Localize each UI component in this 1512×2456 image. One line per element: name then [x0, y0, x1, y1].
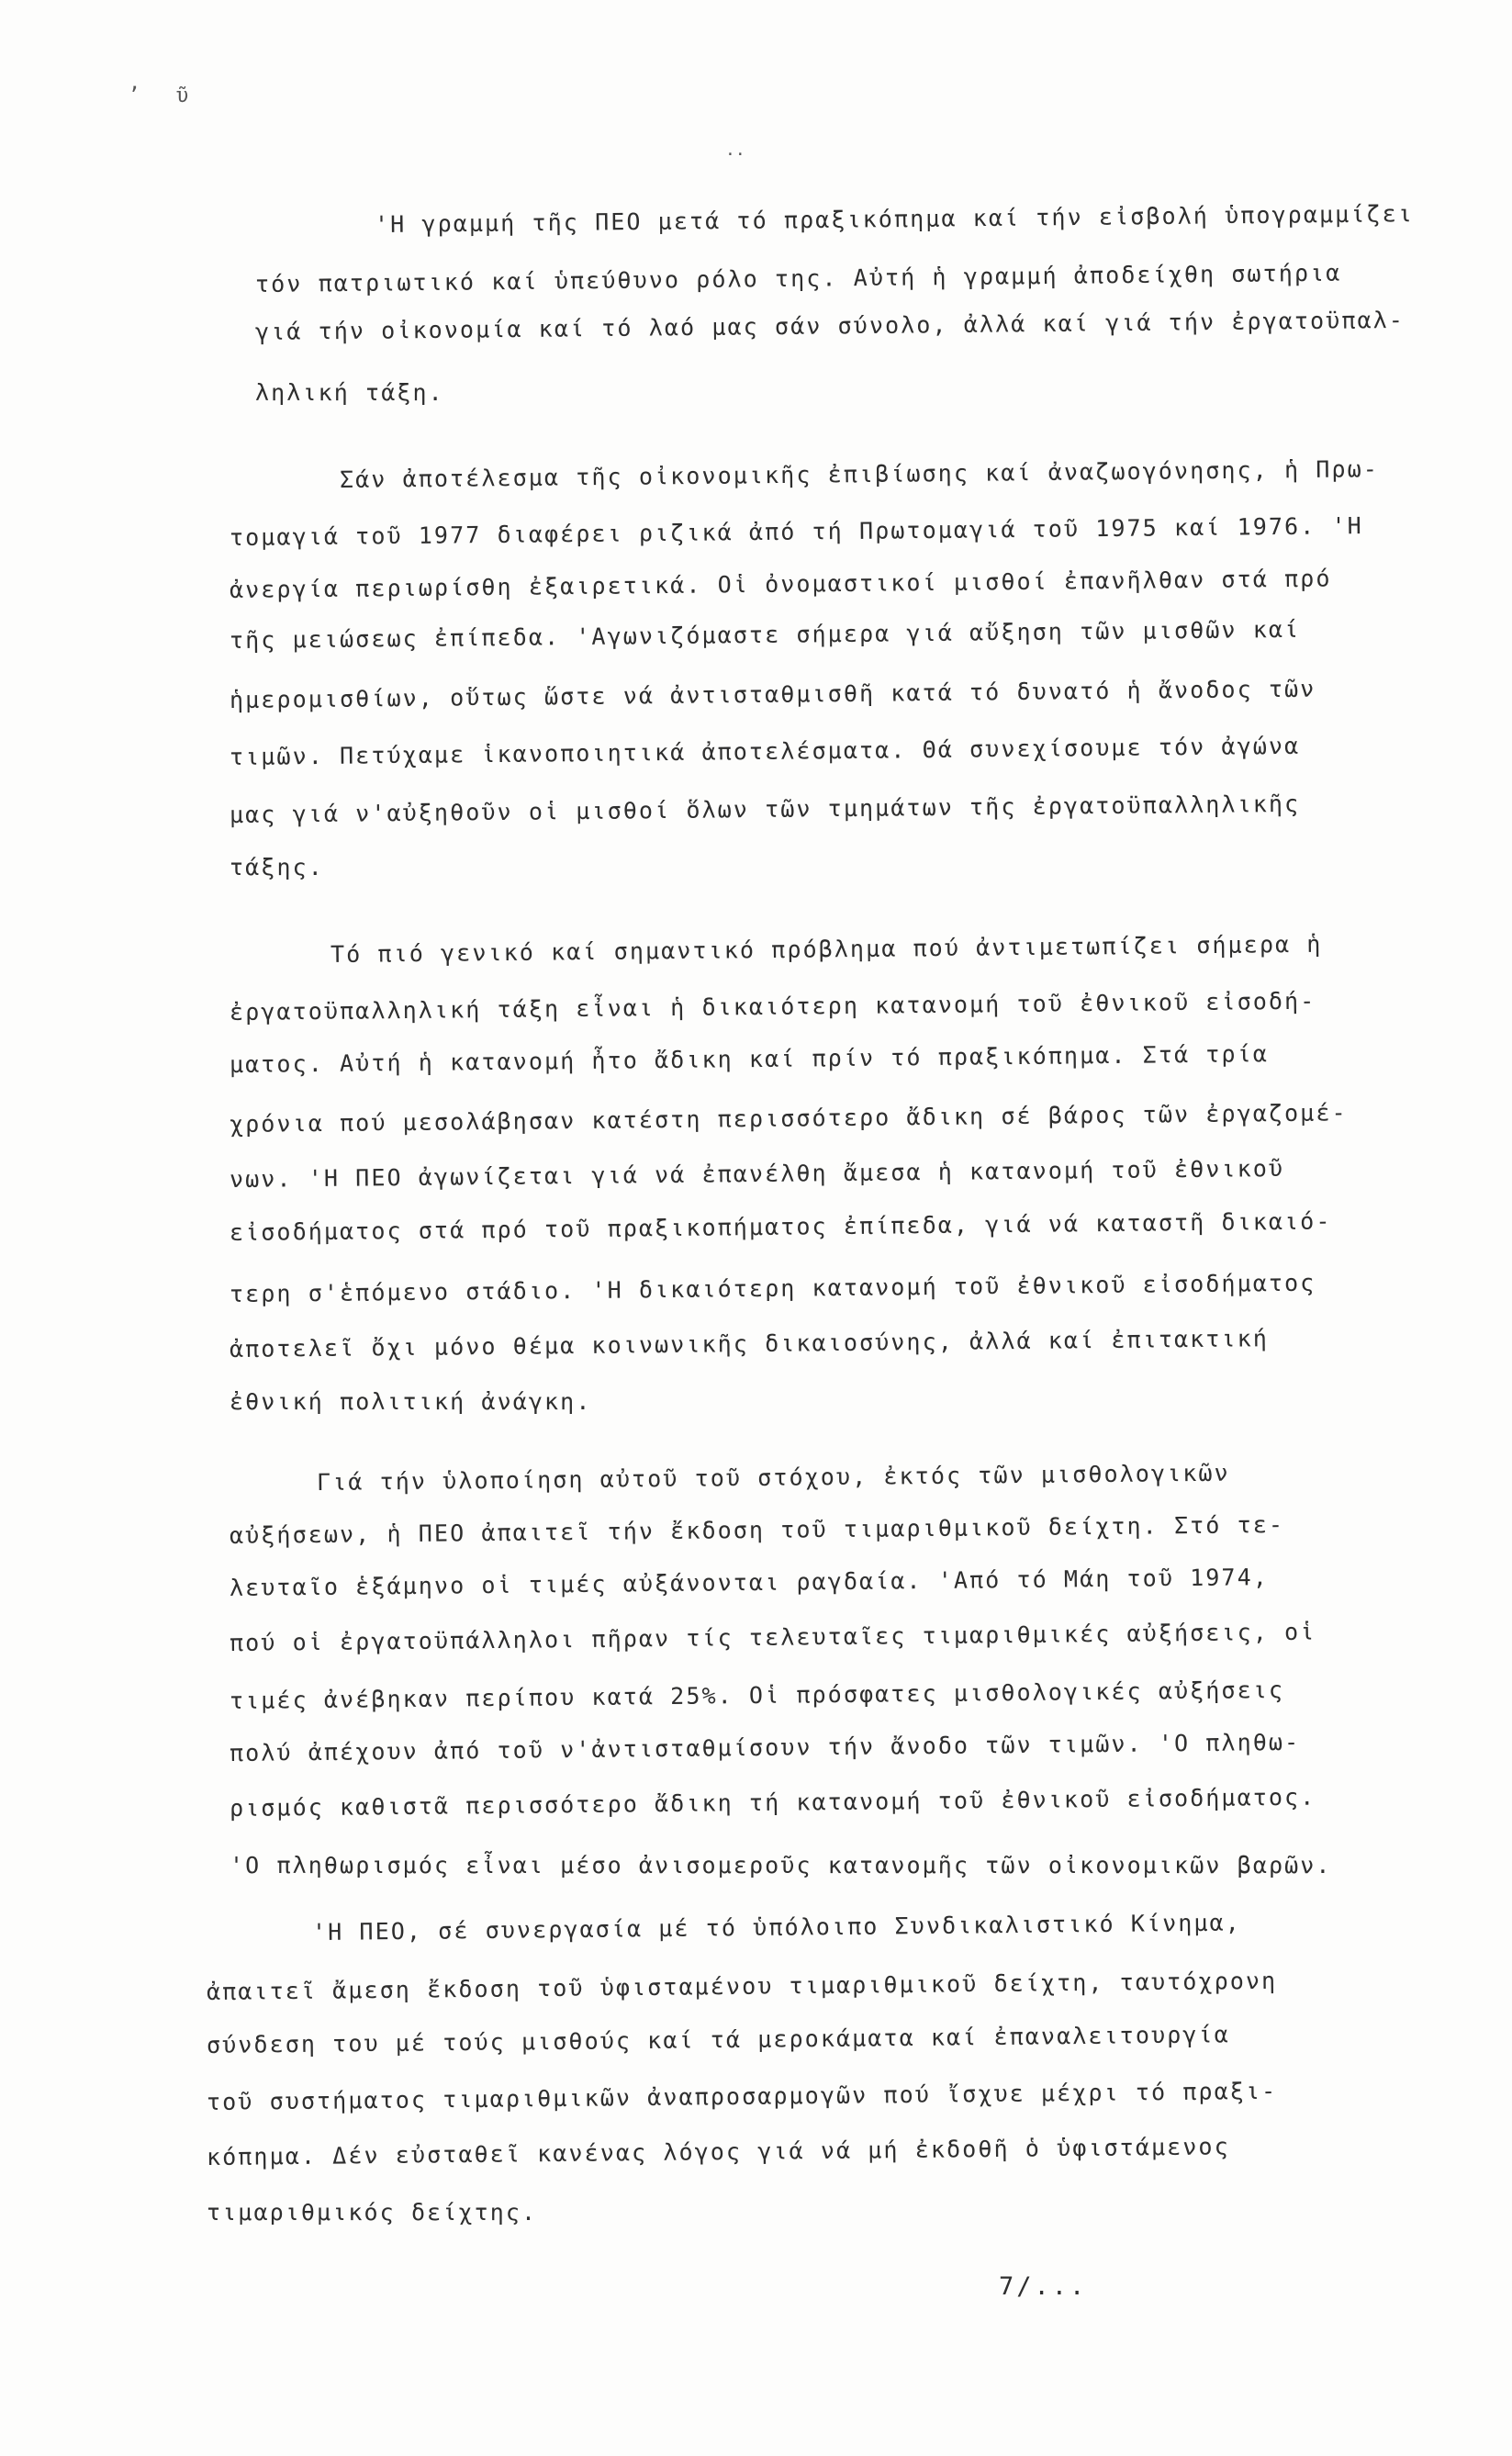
text-line: νων. 'Η ΠΕΟ ἀγωνίζεται γιά νά ἐπανέλθη ἄμεσα ἡ κατανομή τοῦ ἐθνικοῦ — [229, 1154, 1285, 1193]
text-line: εἰσοδήματος στά πρό τοῦ πραξικοπήματος ἐπίπεδα, γιά νά καταστῆ δικαιό- — [229, 1207, 1332, 1246]
text-line: πολύ ἀπέχουν ἀπό τοῦ ν'ἀντισταθμίσουν τήν ἄνοδο τῶν τιμῶν. 'Ο πληθω- — [229, 1728, 1301, 1766]
text-line: κόπημα. Δέν εὐσταθεῖ κανένας λόγος γιά νά μή ἐκδοθῆ ὁ ὑφιστάμενος — [206, 2133, 1230, 2170]
text-line: τιμές ἀνέβηκαν περίπου κατά 25%. Οἱ πρόσφατες μισθολογικές αὐξήσεις — [229, 1676, 1285, 1714]
text-line: τομαγιά τοῦ 1977 διαφέρει ριζικά ἀπό τή Πρωτομαγιά τοῦ 1975 καί 1976. 'Η — [229, 512, 1363, 551]
text-line: τοῦ συστήματος τιμαριθμικῶν ἀναπροσαρμογῶν πού ἴσχυε μέχρι τό πραξι- — [206, 2077, 1278, 2115]
text-line: Γιά τήν ὑλοποίηση αὐτοῦ τοῦ στόχου, ἐκτός τῶν μισθολογικῶν — [316, 1459, 1230, 1496]
text-line: τιμῶν. Πετύχαμε ἱκανοποιητικά ἀποτελέσματα. Θά συνεχίσουμε τόν ἀγώνα — [229, 732, 1301, 770]
text-line: ἐργατοϋπαλληλική τάξη εἶναι ἡ δικαιότερη κατανομή τοῦ ἐθνικοῦ εἰσοδή- — [229, 987, 1316, 1026]
text-line: Σάν ἀποτέλεσμα τῆς οἰκονομικῆς ἐπιβίωσης καί ἀναζωογόνησης, ἡ Πρω- — [339, 455, 1380, 493]
text-line: 'Ο πληθωρισμός εἶναι μέσο ἀνισομεροῦς κατανομῆς τῶν οἰκονομικῶν βαρῶν. — [230, 1852, 1332, 1878]
text-line: ἡμερομισθίων, οὕτως ὥστε νά ἀντισταθμισθῆ κατά τό δυνατό ἡ ἄνοδος τῶν — [229, 675, 1316, 713]
text-line: αὐξήσεων, ἡ ΠΕΟ ἀπαιτεῖ τήν ἔκδοση τοῦ τιμαριθμικοῦ δείχτη. Στό τε- — [229, 1510, 1285, 1549]
text-line: ἀποτελεῖ ὄχι μόνο θέμα κοινωνικῆς δικαιοσύνης, ἀλλά καί ἐπιτακτική — [229, 1325, 1270, 1363]
text-line: 'Η ΠΕΟ, σέ συνεργασία μέ τό ὑπόλοιπο Συνδικαλιστικό Κίνημα, — [311, 1909, 1242, 1946]
text-line: ἀνεργία περιωρίσθη ἐξαιρετικά. Οἱ ὀνομαστικοί μισθοί ἐπανῆλθαν στά πρό — [229, 565, 1332, 603]
text-line: ρισμός καθιστᾶ περισσότερο ἄδικη τή κατανομή τοῦ ἐθνικοῦ εἰσοδήματος. — [229, 1783, 1316, 1822]
text-line: γιά τήν οἰκονομία καί τό λαό μας σάν σύνολο, ἀλλά καί γιά τήν ἐργατοϋπαλ- — [254, 306, 1406, 345]
text-line: τερη σ'ἑπόμενο στάδιο. 'Η δικαιότερη κατανομή τοῦ ἐθνικοῦ εἰσοδήματος — [229, 1269, 1316, 1307]
text-line: σύνδεση του μέ τούς μισθούς καί τά μεροκάματα καί ἐπαναλειτουργία — [206, 2021, 1230, 2058]
text-line: τάξης. — [230, 854, 324, 880]
margin-mark: ῦ — [176, 84, 189, 107]
text-line: ἀπαιτεῖ ἄμεση ἔκδοση τοῦ ὑφισταμένου τιμαριθμικοῦ δείχτη, ταυτόχρονη — [206, 1967, 1278, 2005]
margin-mark: , — [129, 72, 141, 95]
text-line: τόν πατριωτικό καί ὑπεύθυνο ρόλο της. Αὐτή ἡ γραμμή ἀποδείχθη σωτήρια — [254, 259, 1342, 297]
text-line: ἐθνική πολιτική ἀνάγκη. — [230, 1388, 592, 1415]
text-line: πού οἱ ἐργατοϋπάλληλοι πῆραν τίς τελευταῖες τιμαριθμικές αὐξήσεις, οἱ — [229, 1618, 1316, 1656]
text-line: λευταῖο ἑξάμηνο οἱ τιμές αὐξάνονται ραγδαία. 'Από τό Μάη τοῦ 1974, — [229, 1564, 1270, 1601]
text-line: τιμαριθμικός δείχτης. — [207, 2199, 538, 2226]
text-line: τῆς μειώσεως ἐπίπεδα. 'Αγωνιζόμαστε σήμερα γιά αὔξηση τῶν μισθῶν καί — [229, 615, 1301, 654]
text-line: μας γιά ν'αὐξηθοῦν οἱ μισθοί ὅλων τῶν τμημάτων τῆς ἐργατοϋπαλληλικῆς — [229, 790, 1301, 828]
text-line: 'Η γραμμή τῆς ΠΕΟ μετά τό πραξικόπημα καί τήν εἰσβολή ὑπογραμμίζει — [374, 200, 1415, 238]
text-line: ματος. Αὐτή ἡ κατανομή ἦτο ἄδικη καί πρίν τό πραξικόπημα. Στά τρία — [229, 1040, 1270, 1078]
text-line: χρόνια πού μεσολάβησαν κατέστη περισσότερο ἄδικη σέ βάρος τῶν ἐργαζομέ- — [229, 1099, 1348, 1138]
text-line: Τό πιό γενικό καί σημαντικό πρόβλημα πού ἀντιμετωπίζει σήμερα ἡ — [330, 930, 1323, 968]
margin-mark: ·· — [725, 145, 745, 164]
text-line: ληλική τάξη. — [255, 379, 444, 406]
page-number: 7/... — [999, 2272, 1088, 2301]
